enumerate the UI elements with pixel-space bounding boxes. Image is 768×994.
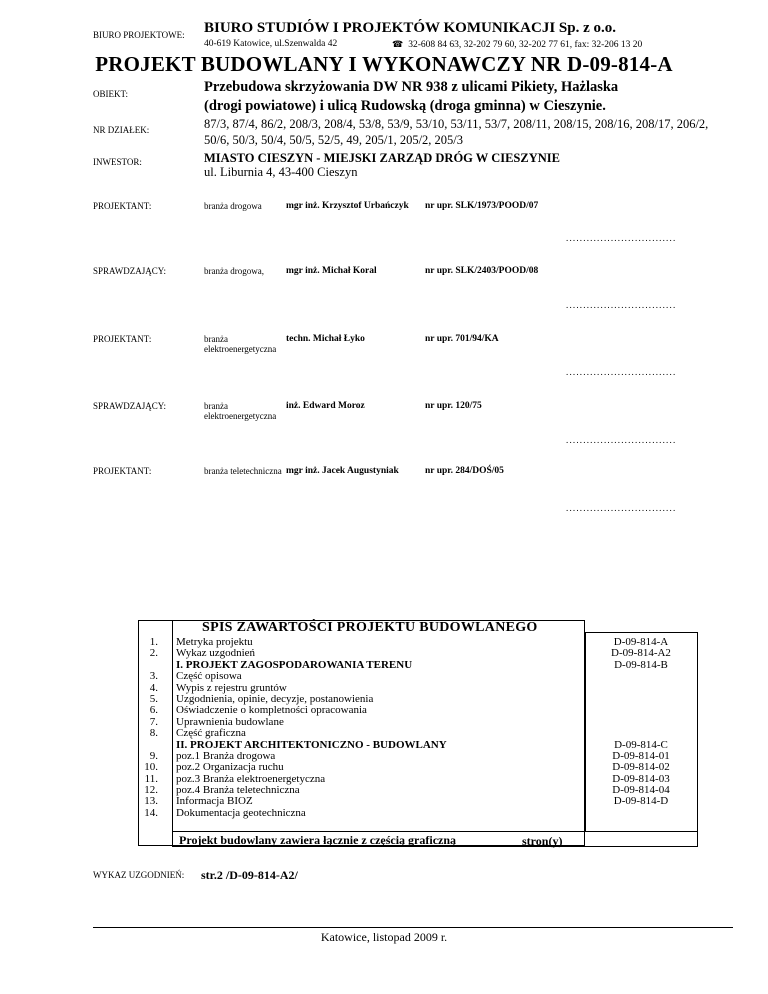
obiekt-label: OBIEKT: (93, 89, 129, 99)
company-address: 40-619 Katowice, ul.Szenwalda 42 (204, 39, 338, 49)
person-name: mgr inż. Jacek Augustyniak (286, 466, 399, 476)
contents-item: poz.1 Branża drogowa (176, 749, 276, 762)
contents-item-code: D-09-814-A2 (611, 647, 671, 660)
contents-item-number: 11. (144, 772, 158, 785)
contents-item: Uzgodnienia, opinie, decyzje, postanowienia (176, 692, 374, 705)
contents-item-number: 3. (149, 670, 158, 683)
contents-item: Dokumentacja geotechniczna (176, 806, 306, 819)
contents-item-number: 4. (149, 681, 158, 694)
contents-item-code (585, 694, 697, 705)
contents-item-number: 10. (144, 761, 158, 774)
contents-item: Część graficzna (176, 727, 246, 740)
contents-item: Metryka projektu (176, 636, 253, 648)
person-license: nr upr. 120/75 (425, 401, 482, 411)
contents-item-code (585, 808, 697, 819)
contents-item-code (585, 683, 697, 694)
contents-item: Informacja BIOZ (176, 795, 253, 808)
contents-item: Wykaz uzgodnień (176, 647, 256, 660)
contents-item: I. PROJEKT ZAGOSPODAROWANIA TERENU (176, 658, 413, 671)
contents-numbers (140, 637, 158, 819)
wykaz-label: WYKAZ UZGODNIEŃ: (93, 870, 185, 880)
dzialki-line-2: 50/6, 50/3, 50/4, 50/5, 52/5, 49, 205/1, 205/2, 205/3 (204, 133, 464, 147)
contents-item-code (585, 717, 697, 728)
contents-item-number: 8. (149, 727, 158, 740)
contents-item-code: D-09-814-04 (612, 784, 670, 797)
inwestor-label: INWESTOR: (93, 157, 142, 167)
contents-item-code: D-09-814-A (613, 636, 669, 648)
company-name: BIURO STUDIÓW I PROJEKTÓW KOMUNIKACJI Sp. z o.o. (204, 20, 617, 36)
contents-item: poz.2 Organizacja ruchu (176, 761, 284, 774)
contents-codes (585, 637, 697, 819)
footer-place-date: Katowice, listopad 2009 r. (320, 930, 448, 944)
person-name: techn. Michał Łyko (286, 334, 365, 344)
signature-line: ................................ (566, 435, 677, 445)
person-role: SPRAWDZAJĄCY: (93, 266, 166, 276)
person-branch: branża elektroenergetyczna (204, 401, 277, 421)
dzialki-line-1: 87/3, 87/4, 86/2, 208/3, 208/4, 53/8, 53/9, 53/10, 53/11, 53/7, 208/11, 208/15, 208/16, 208/17, 206/2, (204, 117, 709, 131)
contents-item-number: 9. (149, 749, 158, 762)
contents-item: poz.4 Branża teletechniczna (176, 784, 300, 797)
contents-item-number: 6. (149, 704, 158, 717)
contents-item: poz.3 Branża elektroenergetyczna (176, 772, 326, 785)
person-license: nr upr. 701/94/KA (425, 334, 499, 344)
contents-title: SPIS ZAWARTOŚCI PROJEKTU BUDOWLANEGO (202, 620, 538, 635)
project-title: PROJEKT BUDOWLANY I WYKONAWCZY NR D-09-814-A (95, 52, 673, 76)
person-license: nr upr. 284/DOŚ/05 (425, 466, 504, 476)
contents-item: II. PROJEKT ARCHITEKTONICZNO - BUDOWLANY (176, 738, 447, 751)
person-role: PROJEKTANT: (93, 466, 152, 476)
person-role: PROJEKTANT: (93, 201, 152, 211)
person-name: inż. Edward Moroz (286, 401, 365, 411)
signature-line: ................................ (566, 503, 677, 513)
person-license: nr upr. SLK/1973/POOD/07 (425, 201, 539, 211)
biuro-label: BIURO PROJEKTOWE: (93, 30, 185, 40)
contents-item: Wypis z rejestru gruntów (176, 681, 287, 694)
phone-icon: ☎ (392, 39, 404, 49)
contents-item-code: D-09-814-03 (612, 772, 670, 785)
contents-item-code (585, 728, 697, 739)
inwestor-address: ul. Liburnia 4, 43-400 Cieszyn (204, 165, 358, 179)
contents-item-number: 7. (149, 715, 158, 728)
contents-item-code: D-09-814-D (613, 795, 669, 808)
contents-item-code: D-09-814-B (614, 658, 668, 671)
contents-item: Uprawnienia budowlane (176, 715, 284, 728)
wykaz-value: str.2 /D-09-814-A2/ (201, 868, 298, 882)
contents-item-code: D-09-814-02 (612, 761, 670, 774)
person-branch: branża elektroenergetyczna (204, 334, 277, 354)
contents-item-number: 2. (149, 647, 158, 660)
contents-item-number: 13. (144, 795, 158, 808)
person-license: nr upr. SLK/2403/POOD/08 (425, 266, 539, 276)
person-name: mgr inż. Michał Koral (286, 266, 377, 276)
obiekt-line-1: Przebudowa skrzyżowania DW NR 938 z ulicami Pikiety, Hażlaska (204, 79, 619, 95)
summary-text: Projekt budowlany zawiera łącznie z częścią graficzną (179, 833, 457, 847)
signature-line: ................................ (566, 300, 677, 310)
contents-items (176, 637, 447, 819)
summary-pages: stron(y) (522, 834, 563, 848)
person-branch: branża drogowa (204, 201, 262, 211)
dzialki-value (204, 116, 744, 148)
contents-item-number: 12. (144, 784, 158, 797)
contents-item-number: 14. (144, 806, 158, 819)
contents-column-divider (172, 621, 173, 845)
contents-item-number: 1. (149, 636, 158, 648)
contents-item-code (585, 671, 697, 682)
signature-line: ................................ (566, 233, 677, 243)
contents-item-code: D-09-814-C (614, 738, 668, 751)
contents-item-code: D-09-814-01 (612, 749, 670, 762)
person-role: PROJEKTANT: (93, 334, 152, 344)
contents-item-number: 5. (149, 692, 158, 705)
dzialki-label: NR DZIAŁEK: (93, 125, 150, 135)
footer-divider (93, 927, 733, 928)
person-branch: branża teletechniczna (204, 466, 282, 476)
contents-item: Część opisowa (176, 670, 242, 683)
inwestor-name: MIASTO CIESZYN - MIEJSKI ZARZĄD DRÓG W CIESZYNIE (204, 151, 560, 165)
obiekt-value (204, 78, 744, 116)
obiekt-line-2: (drogi powiatowe) i ulicą Rudowską (droga gminna) w Cieszynie. (204, 98, 606, 114)
company-phones (392, 39, 642, 50)
phone-numbers: 32-608 84 63, 32-202 79 60, 32-202 77 61, fax: 32-206 13 20 (408, 40, 643, 50)
contents-item: Oświadczenie o kompletności opracowania (176, 704, 367, 717)
contents-item-code (585, 705, 697, 716)
person-branch: branża drogowa, (204, 266, 264, 276)
person-role: SPRAWDZAJĄCY: (93, 401, 166, 411)
person-name: mgr inż. Krzysztof Urbańczyk (286, 201, 409, 211)
signature-line: ................................ (566, 367, 677, 377)
